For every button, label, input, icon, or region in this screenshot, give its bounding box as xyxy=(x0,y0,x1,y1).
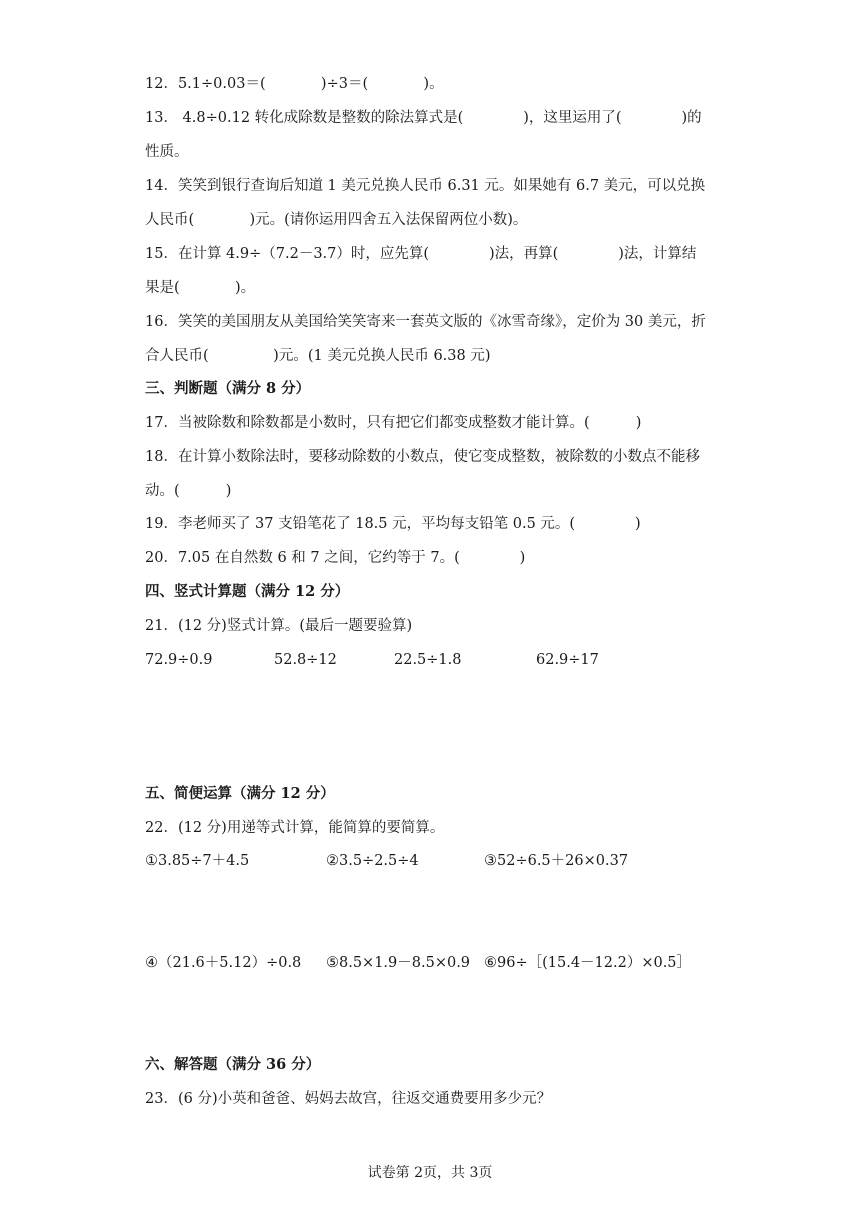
question-14-line1: 14．笑笑到银行查询后知道 1 美元兑换人民币 6.31 元。如果她有 6.7 美元，可以兑换 xyxy=(145,178,706,194)
division-problem: 22.5÷1.8 xyxy=(394,652,462,668)
question-13-line2: 性质。 xyxy=(145,144,189,160)
question-21: 21．(12 分)竖式计算。(最后一题要验算) xyxy=(145,618,413,634)
section-6-heading: 六、解答题（满分 36 分） xyxy=(145,1056,321,1073)
page-footer: 试卷第 2页，共 3页 xyxy=(367,1165,493,1181)
division-problem: 72.9÷0.9 xyxy=(145,652,213,668)
calc-problem: ⑥96÷［(15.4－12.2）×0.5］ xyxy=(484,955,692,971)
question-18-line1: 18．在计算小数除法时，要移动除数的小数点，使它变成整数，被除数的小数点不能移 xyxy=(145,449,700,465)
question-15-line2: 果是( )。 xyxy=(145,280,256,296)
question-20: 20．7.05 在自然数 6 和 7 之间，它约等于 7。( ) xyxy=(145,550,526,566)
division-problem: 62.9÷17 xyxy=(536,652,599,668)
question-22: 22．(12 分)用递等式计算，能简算的要简算。 xyxy=(145,820,445,836)
question-13-line1: 13． 4.8÷0.12 转化成除数是整数的除法算式是( )，这里运用了( )的 xyxy=(145,110,702,126)
question-16-line1: 16．笑笑的美国朋友从美国给笑笑寄来一套英文版的《冰雪奇缘》，定价为 30 美元，折 xyxy=(145,314,706,330)
section-5-heading: 五、简便运算（满分 12 分） xyxy=(145,785,335,802)
calc-problem: ①3.85÷7＋4.5 xyxy=(145,853,250,869)
question-23: 23．(6 分)小英和爸爸、妈妈去故宫，往返交通费要用多少元？ xyxy=(145,1091,552,1107)
section-4-heading: 四、竖式计算题（满分 12 分） xyxy=(145,583,350,600)
calc-problem: ⑤8.5×1.9－8.5×0.9 xyxy=(326,955,471,971)
question-17: 17．当被除数和除数都是小数时，只有把它们都变成整数才能计算。( ) xyxy=(145,415,642,431)
section-3-heading: 三、判断题（满分 8 分） xyxy=(145,380,311,397)
calc-problem: ③52÷6.5＋26×0.37 xyxy=(484,853,629,869)
question-14-line2: 人民币( )元。(请你运用四舍五入法保留两位小数)。 xyxy=(145,212,528,228)
calc-problem: ②3.5÷2.5÷4 xyxy=(326,853,419,869)
question-12: 12．5.1÷0.03＝( )÷3＝( )。 xyxy=(145,76,444,92)
question-16-line2: 合人民币( )元。(1 美元兑换人民币 6.38 元) xyxy=(145,348,491,364)
calc-problem: ④（21.6＋5.12）÷0.8 xyxy=(145,955,302,971)
question-15-line1: 15．在计算 4.9÷（7.2－3.7）时，应先算( )法，再算( )法，计算结 xyxy=(145,246,697,262)
question-18-line2: 动。( ) xyxy=(145,483,232,499)
question-19: 19．李老师买了 37 支铅笔花了 18.5 元，平均每支铅笔 0.5 元。( ) xyxy=(145,516,641,532)
division-problem: 52.8÷12 xyxy=(274,652,337,668)
